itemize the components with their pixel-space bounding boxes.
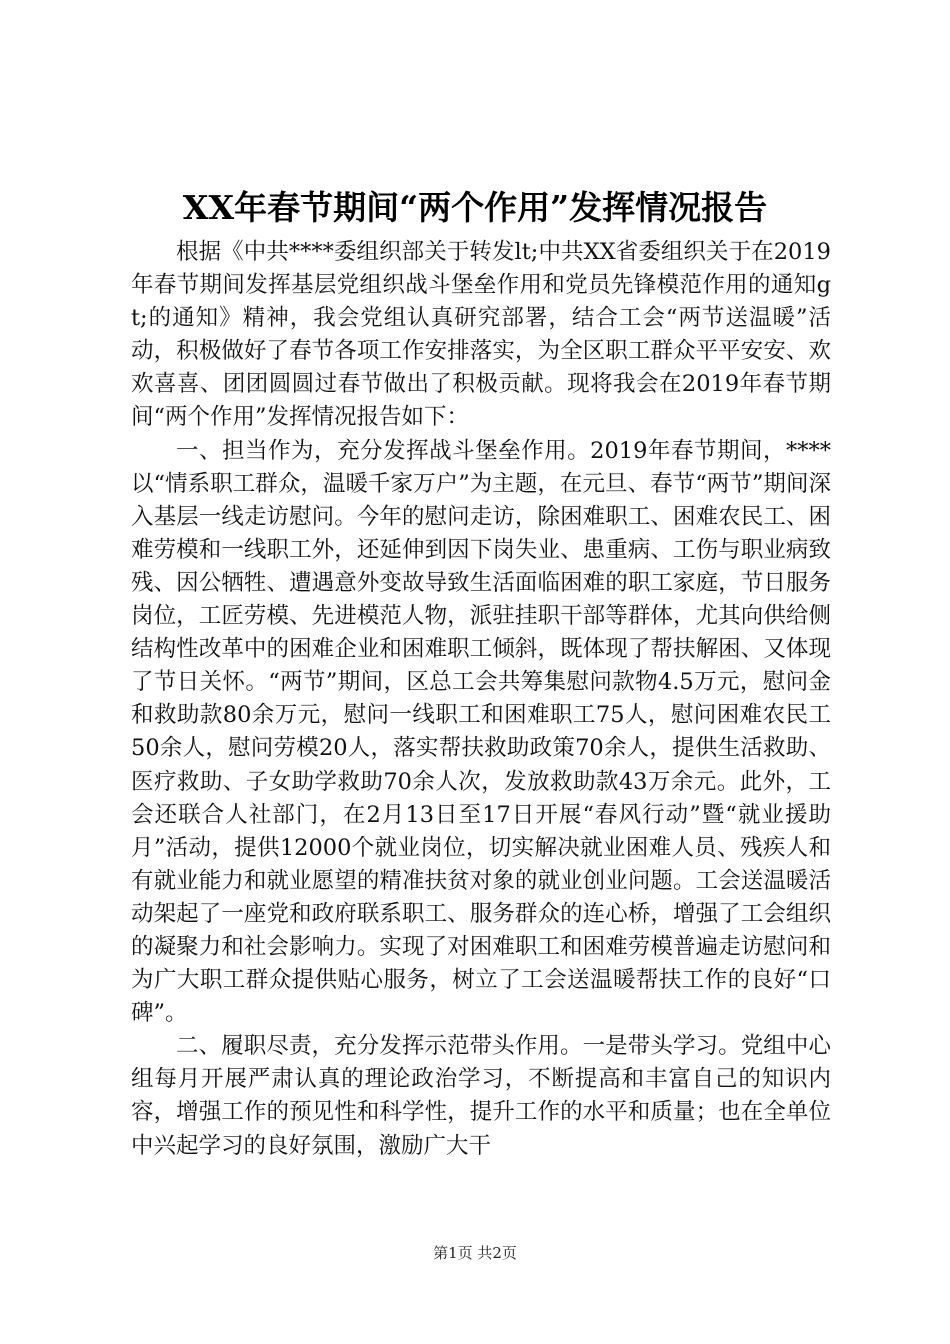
page-number-footer: 第1页 共2页 bbox=[433, 1244, 517, 1262]
document-title: XX年春节期间“两个作用”发挥情况报告 bbox=[182, 188, 768, 227]
document-body bbox=[131, 236, 831, 1163]
body-paragraph-section-1: 一、担当作为，充分发挥战斗堡垒作用。2019年春节期间，****以“情系职工群众，温暖千家万户”为主题，在元旦、春节“两节”期间深入基层一线走访慰问。今年的慰问走访，除困难职工、困难农民工、困难劳模和一线职工外，还延伸到因下岗失业、患重病、工伤与职业病致残、因公牺牲、遭遇意外变故导致生活面临困难的职工家庭，节日服务岗位，工匠劳模、先进模范人物，派驻挂职干部等群体，尤其向供给侧结构性改革中的困难企业和困难职工倾斜，既体现了帮扶解困、又体现了节日关怀。“两节”期间，区总工会共筹集慰问款物4.5万元，慰问金和救助款80余万元，慰问一线职工和困难职工75人，慰问困难农民工50余人，慰问劳模20人，落实帮扶救助政策70余人，提供生活救助、医疗救助、子女助学救助70余人次，发放救助款43万余元。此外，工会还联合人社部门，在2月13日至17日开展“春风行动”暨“就业援助月”活动，提供12000个就业岗位，切实解决就业困难人员、残疾人和有就业能力和就业愿望的精准扶贫对象的就业创业问题。工会送温暖活动架起了一座党和政府联系职工、服务群众的连心桥，增强了工会组织的凝聚力和社会影响力。实现了对困难职工和困难劳模普遍走访慰问和为广大职工群众提供贴心服务，树立了工会送温暖帮扶工作的良好“口碑”。 bbox=[131, 437, 831, 1027]
body-paragraph-section-2: 二、履职尽责，充分发挥示范带头作用。一是带头学习。党组中心组每月开展严肃认真的理论政治学习，不断提高和丰富自己的知识内容，增强工作的预见性和科学性，提升工作的水平和质量；也在全单位中兴起学习的良好氛围，激励广大干 bbox=[131, 1033, 831, 1159]
body-paragraph-intro: 根据《中共****委组织部关于转发lt;中共XX省委组织关于在2019年春节期间发挥基层党组织战斗堡垒作用和党员先锋模范作用的通知gt;的通知》精神，我会党组认真研究部署，结合工会“两节送温暖”活动，积极做好了春节各项工作安排落实，为全区职工群众平平安安、欢欢喜喜、团团圆圆过春节做出了积极贡献。现将我会在2019年春节期间“两个作用”发挥情况报告如下： bbox=[131, 239, 831, 431]
